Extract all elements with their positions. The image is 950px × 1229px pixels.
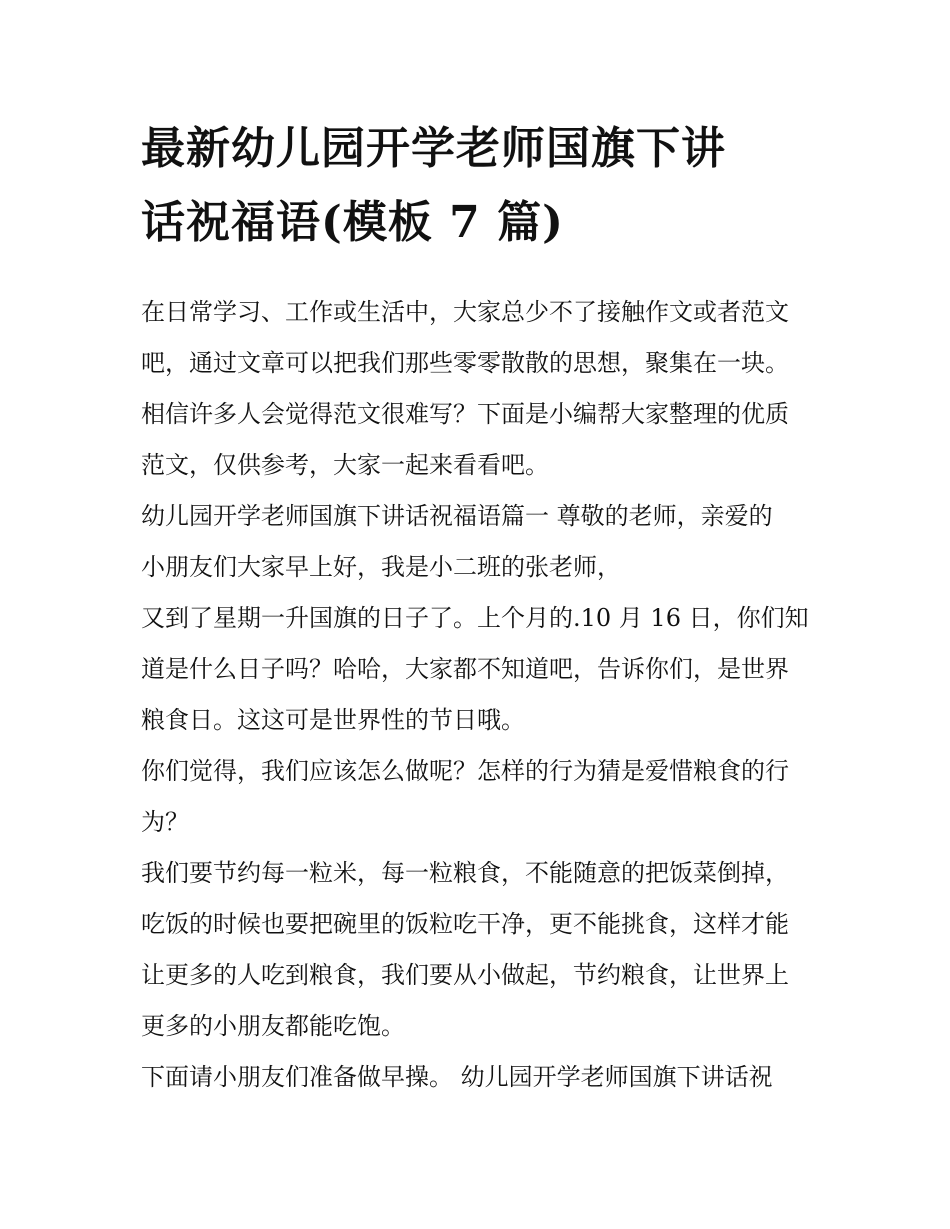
paragraph-line: 在日常学习、工作或生活中，大家总少不了接触作文或者范文 <box>141 298 789 326</box>
title-line: 最新幼儿园开学老师国旗下讲 <box>141 123 726 174</box>
paragraph-line: 下面请小朋友们准备做早操。 幼儿园开学老师国旗下讲话祝 <box>141 1063 773 1091</box>
paragraph-line: 我们要节约每一粒米，每一粒粮食，不能随意的把饭菜倒掉， <box>141 859 789 887</box>
paragraph-line: 幼儿园开学老师国旗下讲话祝福语篇一 尊敬的老师，亲爱的 <box>141 502 773 530</box>
paragraph-line: 让更多的人吃到粮食，我们要从小做起，节约粮食，让世界上 <box>141 961 789 989</box>
paragraph-line: 相信许多人会觉得范文很难写？下面是小编帮大家整理的优质 <box>141 400 789 428</box>
title-line: 话祝福语(模板 7 篇) <box>141 197 564 248</box>
paragraph-line: 为？ <box>141 808 189 836</box>
document-title <box>141 112 816 260</box>
paragraph-line: 粮食日。这这可是世界性的节日哦。 <box>141 706 525 734</box>
paragraph-line: 更多的小朋友都能吃饱。 <box>141 1012 405 1040</box>
document-content <box>141 112 816 1103</box>
document-body <box>141 287 816 1103</box>
paragraph-line: 范文，仅供参考，大家一起来看看吧。 <box>141 451 549 479</box>
paragraph-line: 小朋友们大家早上好，我是小二班的张老师， <box>141 553 621 581</box>
paragraph-line: 道是什么日子吗？哈哈，大家都不知道吧，告诉你们，是世界 <box>141 655 789 683</box>
paragraph-line: 吧，通过文章可以把我们那些零零散散的思想，聚集在一块。 <box>141 349 789 377</box>
paragraph-line: 吃饭的时候也要把碗里的饭粒吃干净，更不能挑食，这样才能 <box>141 910 789 938</box>
paragraph-line: 又到了星期一升国旗的日子了。上个月的.10 月 16 日，你们知 <box>141 604 809 632</box>
paragraph-line: 你们觉得，我们应该怎么做呢？怎样的行为猜是爱惜粮食的行 <box>141 757 789 785</box>
